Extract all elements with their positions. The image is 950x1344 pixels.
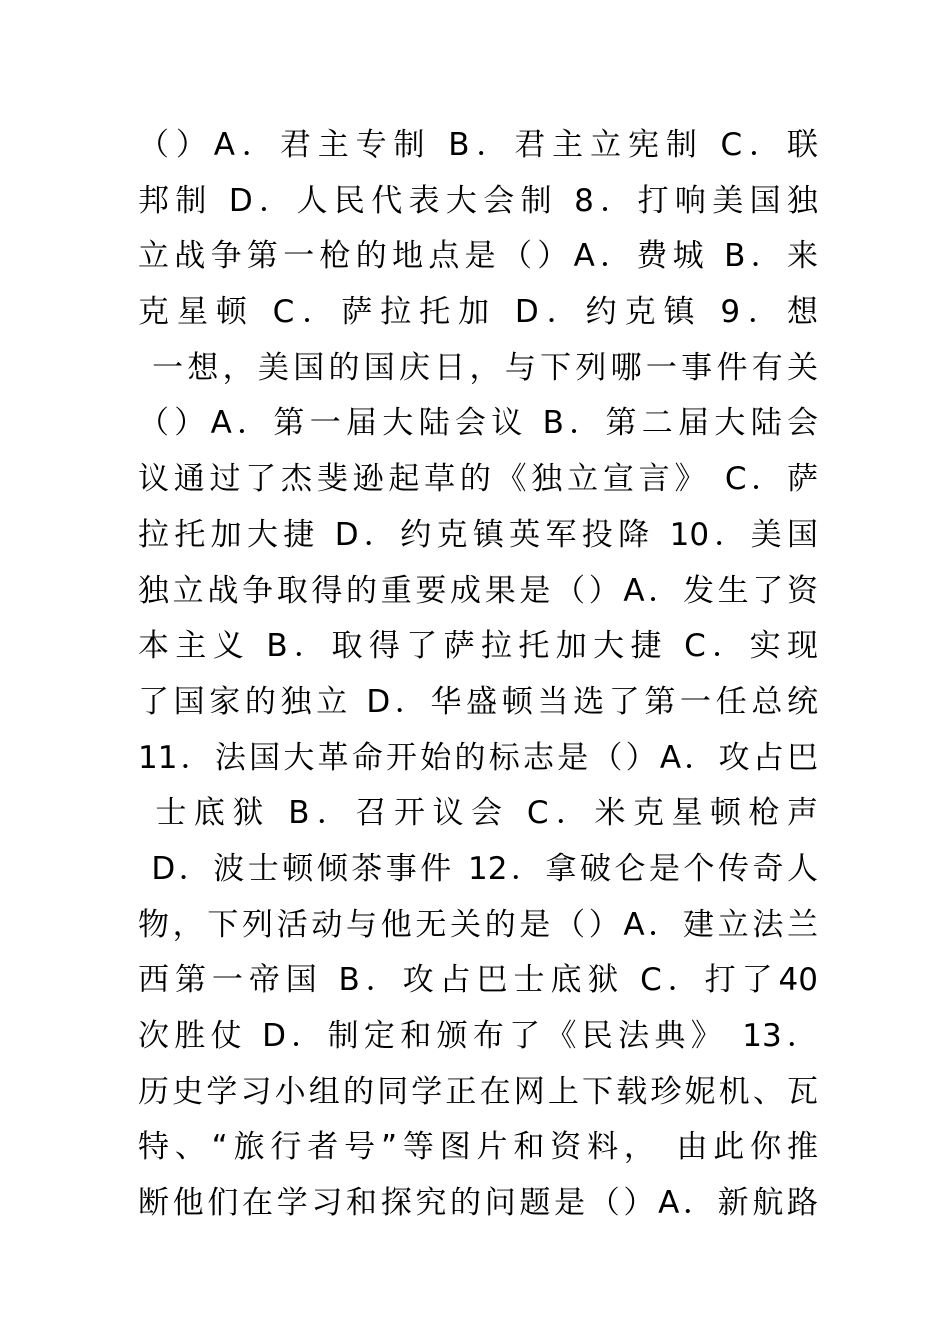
- text-line: 本主义 B．取得了萨拉托加大捷 C．实现: [138, 628, 818, 665]
- text-line: （）A．第一届大陆会议 B．第二届大陆会: [138, 405, 818, 442]
- text-line: 了国家的独立 D．华盛顿当选了第一任总统: [138, 683, 818, 720]
- text-line: 物，下列活动与他无关的是（）A．建立法兰: [138, 906, 818, 943]
- question-text-block: [138, 118, 818, 1232]
- text-line: 次胜仗 D．制定和颁布了《民法典》 13．: [138, 1018, 818, 1054]
- text-line: 立战争第一枪的地点是（）A．费城 B．来: [138, 238, 818, 275]
- text-line: 独立战争取得的重要成果是（）A．发生了资: [138, 572, 818, 609]
- text-line: 断他们在学习和探究的问题是（）A．新航路: [138, 1185, 818, 1222]
- text-line: 邦制 D．人民代表大会制 8．打响美国独: [138, 182, 818, 219]
- text-line: 士底狱 B．召开议会 C．米克星顿枪声: [138, 795, 818, 832]
- text-line: D．波士顿倾茶事件 12．拿破仑是个传奇人: [138, 850, 818, 887]
- text-line: 11．法国大革命开始的标志是（）A．攻占巴: [138, 739, 818, 776]
- text-line: 克星顿 C．萨拉托加 D．约克镇 9．想: [138, 294, 818, 331]
- text-line: 议通过了杰斐逊起草的《独立宣言》 C．萨: [138, 461, 818, 498]
- text-line: 历史学习小组的同学正在网上下载珍妮机、瓦: [138, 1073, 818, 1110]
- text-line: （）A．君主专制 B．君主立宪制 C．联: [138, 127, 818, 163]
- text-line: 特、“旅行者号”等图片和资料， 由此你推: [138, 1129, 818, 1166]
- text-line: 拉托加大捷 D．约克镇英军投降 10．美国: [138, 516, 818, 553]
- text-line: 西第一帝国 B．攻占巴士底狱 C．打了40: [138, 962, 818, 999]
- text-line: 一想，美国的国庆日，与下列哪一事件有关: [138, 349, 818, 386]
